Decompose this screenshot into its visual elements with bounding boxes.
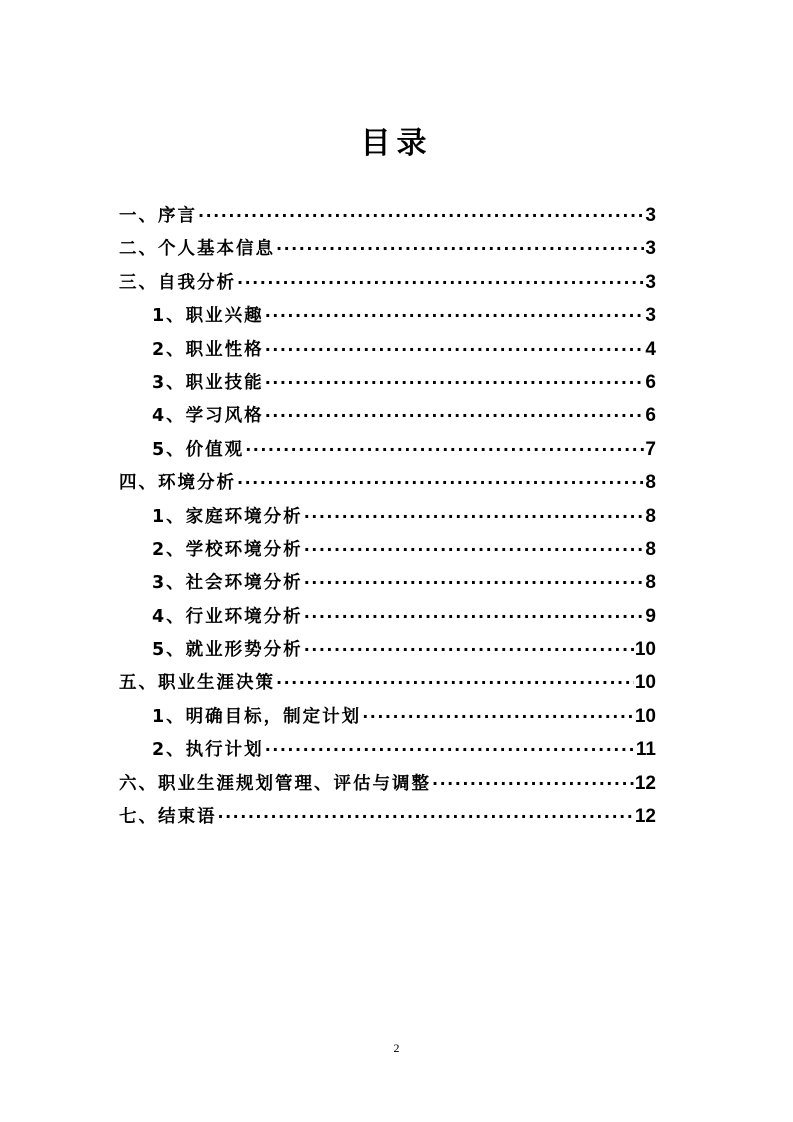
toc-dot-leader bbox=[304, 500, 645, 533]
toc-entry-page: 12 bbox=[634, 772, 656, 794]
toc-dot-leader bbox=[276, 232, 644, 265]
toc-dot-leader bbox=[265, 733, 635, 766]
toc-entry-page: 10 bbox=[634, 639, 656, 661]
toc-entry-page: 8 bbox=[645, 472, 656, 494]
toc-dot-leader bbox=[245, 433, 644, 466]
toc-entry-social-environment[interactable] bbox=[119, 566, 656, 599]
toc-entry-label: 二、个人基本信息 bbox=[119, 239, 275, 260]
toc-entry-label: 四、环境分析 bbox=[119, 473, 236, 494]
toc-entry-label: 3、社会环境分析 bbox=[152, 573, 303, 594]
toc-dot-leader bbox=[237, 466, 644, 499]
toc-dot-leader bbox=[265, 366, 645, 399]
toc-entry-label: 1、职业兴趣 bbox=[152, 306, 264, 327]
toc-entry-industry-environment[interactable] bbox=[119, 600, 656, 633]
toc-entry-label: 五、职业生涯决策 bbox=[119, 673, 275, 694]
toc-entry-label: 2、职业性格 bbox=[152, 339, 264, 360]
toc-dot-leader bbox=[265, 399, 645, 432]
toc-entry-family-environment[interactable] bbox=[119, 500, 656, 533]
toc-entry-self-analysis[interactable] bbox=[119, 266, 656, 299]
toc-dot-leader bbox=[218, 800, 634, 833]
toc-entry-page: 7 bbox=[645, 438, 656, 460]
toc-entry-page: 3 bbox=[645, 305, 656, 327]
toc-entry-label: 5、价值观 bbox=[152, 439, 245, 460]
toc-entry-career-interest[interactable] bbox=[119, 299, 656, 332]
toc-entry-set-goals[interactable] bbox=[119, 700, 656, 733]
toc-entry-career-decision[interactable] bbox=[119, 666, 656, 699]
toc-entry-label: 七、结束语 bbox=[119, 807, 217, 828]
toc-entry-preface[interactable] bbox=[119, 199, 656, 232]
toc-dot-leader bbox=[432, 767, 634, 800]
toc-entry-page: 12 bbox=[634, 806, 656, 828]
toc-entry-career-skills[interactable] bbox=[119, 366, 656, 399]
toc-entry-page: 6 bbox=[645, 371, 656, 393]
toc-dot-leader bbox=[304, 600, 645, 633]
toc-entry-employment-situation[interactable] bbox=[119, 633, 656, 666]
toc-entry-page: 10 bbox=[634, 672, 656, 694]
toc-entry-page: 4 bbox=[645, 338, 656, 360]
toc-entry-label: 六、职业生涯规划管理、评估与调整 bbox=[119, 773, 431, 794]
toc-dot-leader bbox=[304, 533, 645, 566]
toc-dot-leader bbox=[276, 666, 634, 699]
toc-dot-leader bbox=[304, 566, 645, 599]
toc-entry-label: 5、就业形势分析 bbox=[152, 640, 303, 661]
page-number: 2 bbox=[393, 1041, 400, 1055]
toc-entry-page: 9 bbox=[645, 605, 656, 627]
toc-dot-leader bbox=[237, 266, 644, 299]
toc-entry-label: 三、自我分析 bbox=[119, 272, 236, 293]
page-title: 目录 bbox=[360, 126, 433, 161]
toc-entry-values[interactable] bbox=[119, 433, 656, 466]
toc-entry-plan-management[interactable] bbox=[119, 767, 656, 800]
toc-entry-page: 8 bbox=[645, 572, 656, 594]
toc-entry-page: 3 bbox=[645, 271, 656, 293]
toc-entry-career-personality[interactable] bbox=[119, 333, 656, 366]
table-of-contents bbox=[119, 199, 656, 833]
toc-entry-label: 一、序言 bbox=[119, 206, 197, 226]
toc-dot-leader bbox=[304, 633, 634, 666]
toc-entry-label: 1、家庭环境分析 bbox=[152, 506, 303, 527]
toc-dot-leader bbox=[198, 199, 644, 232]
toc-entry-label: 2、学校环境分析 bbox=[152, 539, 303, 560]
toc-dot-leader bbox=[265, 299, 645, 332]
toc-entry-page: 8 bbox=[645, 505, 656, 527]
toc-entry-page: 10 bbox=[634, 705, 656, 727]
toc-dot-leader bbox=[265, 333, 645, 366]
toc-entry-page: 3 bbox=[645, 205, 656, 226]
toc-entry-personal-info[interactable] bbox=[119, 232, 656, 265]
toc-entry-page: 3 bbox=[645, 238, 656, 260]
toc-entry-page: 6 bbox=[645, 405, 656, 427]
toc-entry-label: 2、执行计划 bbox=[152, 740, 264, 761]
toc-entry-page: 11 bbox=[635, 739, 656, 761]
toc-entry-conclusion[interactable] bbox=[119, 800, 656, 833]
toc-dot-leader bbox=[362, 700, 634, 733]
toc-entry-learning-style[interactable] bbox=[119, 399, 656, 432]
toc-entry-page: 8 bbox=[645, 538, 656, 560]
toc-entry-school-environment[interactable] bbox=[119, 533, 656, 566]
toc-entry-environment-analysis[interactable] bbox=[119, 466, 656, 499]
toc-entry-label: 3、职业技能 bbox=[152, 372, 264, 393]
toc-entry-label: 1、明确目标，制定计划 bbox=[152, 706, 362, 727]
toc-entry-execute-plan[interactable] bbox=[119, 733, 656, 766]
toc-entry-label: 4、行业环境分析 bbox=[152, 606, 303, 627]
toc-entry-label: 4、学习风格 bbox=[152, 406, 264, 427]
